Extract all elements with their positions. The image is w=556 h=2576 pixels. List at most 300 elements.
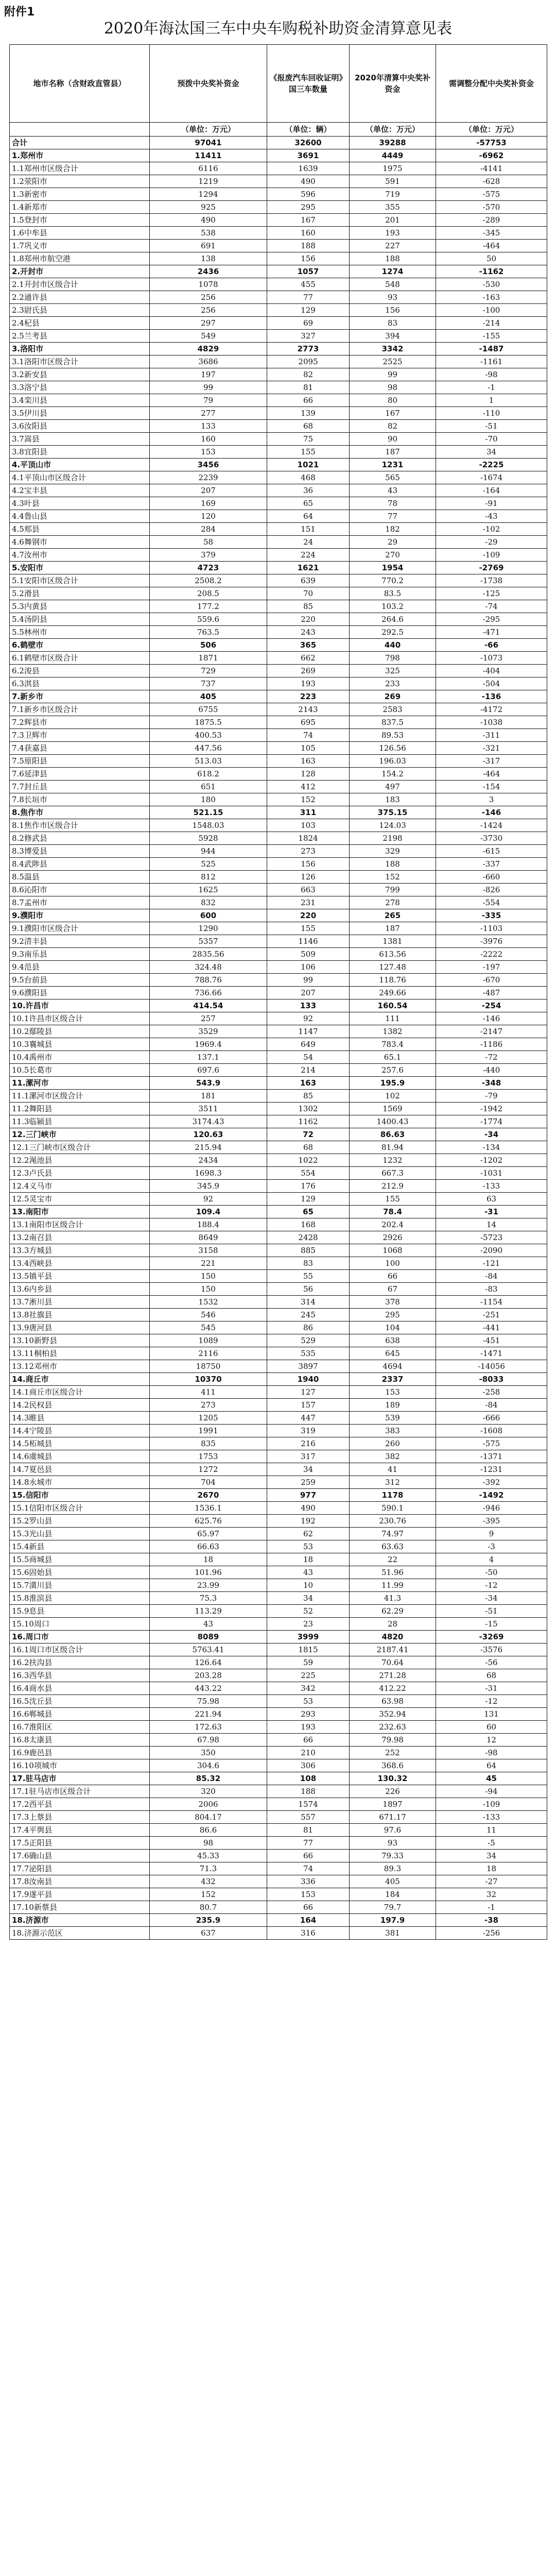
table-row (10, 1901, 547, 1914)
prepaid-funds-cell: 379 (150, 549, 267, 562)
region-name-cell: 5.3内黄县 (10, 600, 150, 613)
region-name-cell: 13.7淅川县 (10, 1296, 150, 1309)
prepaid-funds-cell: 345.9 (150, 1180, 267, 1193)
region-name-cell: 9.濮阳市 (10, 909, 150, 922)
region-name-cell: 12.2渑池县 (10, 1154, 150, 1167)
settled-funds-cell: 2583 (350, 703, 436, 716)
table-row (10, 806, 547, 819)
adjustment-cell: 32 (436, 1888, 547, 1901)
unit-settled: （单位：万元） (350, 123, 436, 137)
region-name-cell: 14.1商丘市区级合计 (10, 1386, 150, 1399)
prepaid-funds-cell: 181 (150, 1090, 267, 1103)
prepaid-funds-cell: 284 (150, 523, 267, 536)
vehicle-count-cell: 1022 (267, 1154, 350, 1167)
vehicle-count-cell: 81 (267, 381, 350, 394)
prepaid-funds-cell: 513.03 (150, 755, 267, 768)
vehicle-count-cell: 156 (267, 252, 350, 265)
table-row (10, 1772, 547, 1785)
adjustment-cell: -1738 (436, 574, 547, 587)
vehicle-count-cell: 243 (267, 626, 350, 639)
region-name-cell: 15.4新县 (10, 1540, 150, 1553)
settled-funds-cell: 93 (350, 291, 436, 304)
table-row (10, 768, 547, 781)
adjustment-cell: -251 (436, 1309, 547, 1321)
adjustment-cell: -3976 (436, 935, 547, 948)
settled-funds-cell: 197.9 (350, 1914, 436, 1927)
settled-funds-cell: 539 (350, 1412, 436, 1425)
prepaid-funds-cell: 86.6 (150, 1824, 267, 1837)
prepaid-funds-cell: 804.17 (150, 1811, 267, 1824)
vehicle-count-cell: 168 (267, 1218, 350, 1231)
table-row (10, 1193, 547, 1206)
table-row (10, 1360, 547, 1373)
region-name-cell: 12.3卢氏县 (10, 1167, 150, 1180)
adjustment-cell: -146 (436, 806, 547, 819)
settled-funds-cell: 2525 (350, 355, 436, 368)
table-row (10, 1540, 547, 1553)
vehicle-count-cell: 163 (267, 755, 350, 768)
settled-funds-cell: 1897 (350, 1798, 436, 1811)
vehicle-count-cell: 106 (267, 961, 350, 974)
vehicle-count-cell: 36 (267, 484, 350, 497)
prepaid-funds-cell: 651 (150, 781, 267, 793)
vehicle-count-cell: 224 (267, 549, 350, 562)
region-name-cell: 6.1鹤壁市区级合计 (10, 652, 150, 665)
settled-funds-cell: 375.15 (350, 806, 436, 819)
prepaid-funds-cell: 704 (150, 1476, 267, 1489)
prepaid-funds-cell: 101.96 (150, 1566, 267, 1579)
table-row (10, 330, 547, 343)
vehicle-count-cell: 77 (267, 291, 350, 304)
region-name-cell: 8.1焦作市区级合计 (10, 819, 150, 832)
region-name-cell: 3.洛阳市 (10, 343, 150, 355)
table-row (10, 355, 547, 368)
region-name-cell: 7.1新乡市区级合计 (10, 703, 150, 716)
table-row (10, 394, 547, 407)
adjustment-cell: -102 (436, 523, 547, 536)
settled-funds-cell: 1381 (350, 935, 436, 948)
prepaid-funds-cell: 490 (150, 214, 267, 227)
settled-funds-cell: 4449 (350, 149, 436, 162)
settled-funds-cell: 83.5 (350, 587, 436, 600)
adjustment-cell: -471 (436, 626, 547, 639)
prepaid-funds-cell: 4829 (150, 343, 267, 355)
table-row (10, 613, 547, 626)
settled-funds-cell: 66 (350, 1270, 436, 1283)
vehicle-count-cell: 133 (267, 999, 350, 1012)
settled-funds-cell: 126.56 (350, 742, 436, 755)
settled-funds-cell: 63.98 (350, 1695, 436, 1708)
settled-funds-cell: 265 (350, 909, 436, 922)
adjustment-cell: -335 (436, 909, 547, 922)
adjustment-cell: -84 (436, 1270, 547, 1283)
region-name-cell: 4.1平顶山市区级合计 (10, 471, 150, 484)
prepaid-funds-cell: 1698.3 (150, 1167, 267, 1180)
region-name-cell: 16.6郸城县 (10, 1708, 150, 1721)
prepaid-funds-cell: 1969.4 (150, 1038, 267, 1051)
region-name-cell: 16.周口市 (10, 1631, 150, 1643)
table-row (10, 1244, 547, 1257)
settled-funds-cell: 2187.41 (350, 1643, 436, 1656)
region-name-cell: 12.三门峡市 (10, 1128, 150, 1141)
vehicle-count-cell: 160 (267, 227, 350, 240)
adjustment-cell: -12 (436, 1579, 547, 1592)
adjustment-cell: -214 (436, 317, 547, 330)
prepaid-funds-cell: 98 (150, 1837, 267, 1850)
adjustment-cell: -1 (436, 1901, 547, 1914)
adjustment-cell: -487 (436, 987, 547, 999)
vehicle-count-cell: 695 (267, 716, 350, 729)
vehicle-count-cell: 153 (267, 1888, 350, 1901)
adjustment-cell: -317 (436, 755, 547, 768)
settled-funds-cell: 155 (350, 1193, 436, 1206)
table-row (10, 1656, 547, 1669)
region-name-cell: 14.4宁陵县 (10, 1425, 150, 1437)
adjustment-cell: -57753 (436, 137, 547, 149)
prepaid-funds-cell: 257 (150, 1012, 267, 1025)
header-adjustment: 需调整分配中央奖补资金 (436, 45, 547, 123)
prepaid-funds-cell: 256 (150, 304, 267, 317)
adjustment-cell: -1154 (436, 1296, 547, 1309)
settled-funds-cell: 160.54 (350, 999, 436, 1012)
vehicle-count-cell: 85 (267, 1090, 350, 1103)
settled-funds-cell: 187 (350, 446, 436, 459)
vehicle-count-cell: 977 (267, 1489, 350, 1502)
vehicle-count-cell: 216 (267, 1437, 350, 1450)
prepaid-funds-cell: 126.64 (150, 1656, 267, 1669)
vehicle-count-cell: 210 (267, 1747, 350, 1759)
settled-funds-cell: 1178 (350, 1489, 436, 1502)
adjustment-cell: -464 (436, 240, 547, 252)
table-row (10, 1257, 547, 1270)
prepaid-funds-cell: 788.76 (150, 974, 267, 987)
vehicle-count-cell: 1146 (267, 935, 350, 948)
prepaid-funds-cell: 1078 (150, 278, 267, 291)
adjustment-cell: -660 (436, 871, 547, 884)
adjustment-cell: -51 (436, 1605, 547, 1618)
adjustment-cell: -164 (436, 484, 547, 497)
prepaid-funds-cell: 691 (150, 240, 267, 252)
vehicle-count-cell: 129 (267, 1193, 350, 1206)
settled-funds-cell: 41 (350, 1463, 436, 1476)
table-row (10, 407, 547, 420)
table-row (10, 175, 547, 188)
settled-funds-cell: 103.2 (350, 600, 436, 613)
vehicle-count-cell: 83 (267, 1257, 350, 1270)
table-row (10, 922, 547, 935)
adjustment-cell: 11 (436, 1824, 547, 1837)
adjustment-cell: -133 (436, 1811, 547, 1824)
adjustment-cell: -109 (436, 1798, 547, 1811)
table-row (10, 1425, 547, 1437)
region-name-cell: 15.6固始县 (10, 1566, 150, 1579)
prepaid-funds-cell: 400.53 (150, 729, 267, 742)
settled-funds-cell: 195.9 (350, 1077, 436, 1090)
table-row (10, 1824, 547, 1837)
adjustment-cell: -1492 (436, 1489, 547, 1502)
table-row (10, 1515, 547, 1528)
prepaid-funds-cell: 6116 (150, 162, 267, 175)
vehicle-count-cell: 468 (267, 471, 350, 484)
region-name-cell: 1.5登封市 (10, 214, 150, 227)
region-name-cell: 2.开封市 (10, 265, 150, 278)
settled-funds-cell: 230.76 (350, 1515, 436, 1528)
adjustment-cell: -51 (436, 420, 547, 433)
adjustment-cell: -3576 (436, 1643, 547, 1656)
adjustment-cell: -826 (436, 884, 547, 896)
settled-funds-cell: 82 (350, 420, 436, 433)
prepaid-funds-cell: 45.33 (150, 1850, 267, 1862)
settled-funds-cell: 74.97 (350, 1528, 436, 1540)
prepaid-funds-cell: 67.98 (150, 1734, 267, 1747)
region-name-cell: 3.2新安县 (10, 368, 150, 381)
settled-funds-cell: 355 (350, 201, 436, 214)
settled-funds-cell: 29 (350, 536, 436, 549)
prepaid-funds-cell: 97041 (150, 137, 267, 149)
settled-funds-cell: 41.3 (350, 1592, 436, 1605)
adjustment-cell: -1161 (436, 355, 547, 368)
prepaid-funds-cell: 3158 (150, 1244, 267, 1257)
settled-funds-cell: 325 (350, 665, 436, 677)
vehicle-count-cell: 557 (267, 1811, 350, 1824)
table-row (10, 1038, 547, 1051)
document-title: 2020年海汰国三车中央车购税补助资金清算意见表 (103, 20, 453, 38)
region-name-cell: 9.4范县 (10, 961, 150, 974)
vehicle-count-cell: 663 (267, 884, 350, 896)
prepaid-funds-cell: 3511 (150, 1103, 267, 1115)
vehicle-count-cell: 66 (267, 394, 350, 407)
table-row (10, 1747, 547, 1759)
region-name-cell: 2.1开封市区级合计 (10, 278, 150, 291)
vehicle-count-cell: 259 (267, 1476, 350, 1489)
settled-funds-cell: 1232 (350, 1154, 436, 1167)
region-name-cell: 13.10新野县 (10, 1334, 150, 1347)
vehicle-count-cell: 1824 (267, 832, 350, 845)
prepaid-funds-cell: 737 (150, 677, 267, 690)
vehicle-count-cell: 43 (267, 1566, 350, 1579)
adjustment-cell: -6962 (436, 149, 547, 162)
prepaid-funds-cell: 1871 (150, 652, 267, 665)
vehicle-count-cell: 311 (267, 806, 350, 819)
prepaid-funds-cell: 832 (150, 896, 267, 909)
adjustment-cell: 3 (436, 793, 547, 806)
table-row (10, 291, 547, 304)
region-name-cell: 2.5兰考县 (10, 330, 150, 343)
vehicle-count-cell: 156 (267, 858, 350, 871)
region-name-cell: 2.3尉氏县 (10, 304, 150, 317)
vehicle-count-cell: 193 (267, 677, 350, 690)
prepaid-funds-cell: 1272 (150, 1463, 267, 1476)
prepaid-funds-cell: 320 (150, 1785, 267, 1798)
table-row (10, 665, 547, 677)
settled-funds-cell: 260 (350, 1437, 436, 1450)
settled-funds-cell: 4694 (350, 1360, 436, 1373)
prepaid-funds-cell: 43 (150, 1618, 267, 1631)
vehicle-count-cell: 214 (267, 1064, 350, 1077)
region-name-cell: 9.5台前县 (10, 974, 150, 987)
table-row (10, 137, 547, 149)
prepaid-funds-cell: 5928 (150, 832, 267, 845)
vehicle-count-cell: 108 (267, 1772, 350, 1785)
table-row (10, 149, 547, 162)
adjustment-cell: -163 (436, 291, 547, 304)
adjustment-cell: -31 (436, 1206, 547, 1218)
settled-funds-cell: 2337 (350, 1373, 436, 1386)
adjustment-cell: -628 (436, 175, 547, 188)
region-name-cell: 13.3方城县 (10, 1244, 150, 1257)
table-row (10, 1231, 547, 1244)
table-row (10, 1862, 547, 1875)
table-row (10, 819, 547, 832)
vehicle-count-cell: 1574 (267, 1798, 350, 1811)
region-name-cell: 7.7封丘县 (10, 781, 150, 793)
settled-funds-cell: 65.1 (350, 1051, 436, 1064)
settled-funds-cell: 79.7 (350, 1901, 436, 1914)
table-row (10, 433, 547, 446)
adjustment-cell: -121 (436, 1257, 547, 1270)
region-name-cell: 合计 (10, 137, 150, 149)
table-row (10, 1347, 547, 1360)
settled-funds-cell: 548 (350, 278, 436, 291)
region-name-cell: 14.8永城市 (10, 1476, 150, 1489)
adjustment-cell: 45 (436, 1772, 547, 1785)
table-row (10, 729, 547, 742)
settled-funds-cell: 329 (350, 845, 436, 858)
region-name-cell: 15.8淮滨县 (10, 1592, 150, 1605)
region-name-cell: 17.8汝南县 (10, 1875, 150, 1888)
prepaid-funds-cell: 2239 (150, 471, 267, 484)
adjustment-cell: -56 (436, 1656, 547, 1669)
adjustment-cell: -440 (436, 1064, 547, 1077)
settled-funds-cell: 79.33 (350, 1850, 436, 1862)
vehicle-count-cell: 54 (267, 1051, 350, 1064)
table-row (10, 484, 547, 497)
vehicle-count-cell: 77 (267, 1837, 350, 1850)
adjustment-cell: -1942 (436, 1103, 547, 1115)
region-name-cell: 14.5柘城县 (10, 1437, 150, 1450)
table-row (10, 884, 547, 896)
prepaid-funds-cell: 304.6 (150, 1759, 267, 1772)
region-name-cell: 5.1安阳市区级合计 (10, 574, 150, 587)
prepaid-funds-cell: 1625 (150, 884, 267, 896)
region-name-cell: 8.4武陟县 (10, 858, 150, 871)
adjustment-cell: 63 (436, 1193, 547, 1206)
adjustment-cell: -575 (436, 1437, 547, 1450)
unit-count: （单位：辆） (267, 123, 350, 137)
adjustment-cell: -570 (436, 201, 547, 214)
region-name-cell: 7.2辉县市 (10, 716, 150, 729)
adjustment-cell: -154 (436, 781, 547, 793)
adjustment-cell: -34 (436, 1592, 547, 1605)
adjustment-cell: -4172 (436, 703, 547, 716)
adjustment-cell: -146 (436, 1012, 547, 1025)
prepaid-funds-cell: 812 (150, 871, 267, 884)
settlement-table (9, 44, 547, 1940)
prepaid-funds-cell: 1991 (150, 1425, 267, 1437)
prepaid-funds-cell: 113.29 (150, 1605, 267, 1618)
region-name-cell: 11.3临颍县 (10, 1115, 150, 1128)
prepaid-funds-cell: 188.4 (150, 1218, 267, 1231)
region-name-cell: 16.10项城市 (10, 1759, 150, 1772)
vehicle-count-cell: 3691 (267, 149, 350, 162)
settled-funds-cell: 100 (350, 1257, 436, 1270)
prepaid-funds-cell: 235.9 (150, 1914, 267, 1927)
vehicle-count-cell: 649 (267, 1038, 350, 1051)
settled-funds-cell: 167 (350, 407, 436, 420)
vehicle-count-cell: 365 (267, 639, 350, 652)
prepaid-funds-cell: 153 (150, 446, 267, 459)
region-name-cell: 10.4禹州市 (10, 1051, 150, 1064)
table-row (10, 1785, 547, 1798)
adjustment-cell: -1487 (436, 343, 547, 355)
settled-funds-cell: 3342 (350, 343, 436, 355)
adjustment-cell: -1471 (436, 1347, 547, 1360)
region-name-cell: 1.郑州市 (10, 149, 150, 162)
table-row (10, 1579, 547, 1592)
settled-funds-cell: 278 (350, 896, 436, 909)
table-row (10, 1309, 547, 1321)
adjustment-cell: -575 (436, 188, 547, 201)
table-row (10, 1489, 547, 1502)
prepaid-funds-cell: 273 (150, 1399, 267, 1412)
table-row (10, 1141, 547, 1154)
settled-funds-cell: 270 (350, 549, 436, 562)
prepaid-funds-cell: 297 (150, 317, 267, 330)
region-name-cell: 3.7嵩县 (10, 433, 150, 446)
adjustment-cell: -84 (436, 1399, 547, 1412)
settled-funds-cell: 719 (350, 188, 436, 201)
settled-funds-cell: 440 (350, 639, 436, 652)
table-row (10, 1566, 547, 1579)
table-row (10, 703, 547, 716)
vehicle-count-cell: 2773 (267, 343, 350, 355)
table-row (10, 562, 547, 574)
prepaid-funds-cell: 1205 (150, 1412, 267, 1425)
prepaid-funds-cell: 197 (150, 368, 267, 381)
region-name-cell: 16.7淮阳区 (10, 1721, 150, 1734)
table-row (10, 162, 547, 175)
settled-funds-cell: 783.4 (350, 1038, 436, 1051)
prepaid-funds-cell: 521.15 (150, 806, 267, 819)
settled-funds-cell: 127.48 (350, 961, 436, 974)
adjustment-cell: -100 (436, 304, 547, 317)
table-row (10, 793, 547, 806)
region-name-cell: 6.2浚县 (10, 665, 150, 677)
vehicle-count-cell: 193 (267, 1721, 350, 1734)
vehicle-count-cell: 65 (267, 1206, 350, 1218)
vehicle-count-cell: 18 (267, 1553, 350, 1566)
table-row (10, 227, 547, 240)
table-unit-row (10, 123, 547, 137)
adjustment-cell: -14056 (436, 1360, 547, 1373)
region-name-cell: 17.4平舆县 (10, 1824, 150, 1837)
table-row (10, 909, 547, 922)
region-name-cell: 12.5灵宝市 (10, 1193, 150, 1206)
region-name-cell: 1.3新密市 (10, 188, 150, 201)
vehicle-count-cell: 81 (267, 1824, 350, 1837)
adjustment-cell: -615 (436, 845, 547, 858)
settled-funds-cell: 1068 (350, 1244, 436, 1257)
adjustment-cell: -289 (436, 214, 547, 227)
region-name-cell: 9.2清丰县 (10, 935, 150, 948)
adjustment-cell: -337 (436, 858, 547, 871)
table-row (10, 1888, 547, 1901)
settled-funds-cell: 196.03 (350, 755, 436, 768)
prepaid-funds-cell: 10370 (150, 1373, 267, 1386)
table-row (10, 1927, 547, 1940)
vehicle-count-cell: 327 (267, 330, 350, 343)
adjustment-cell: -392 (436, 1476, 547, 1489)
